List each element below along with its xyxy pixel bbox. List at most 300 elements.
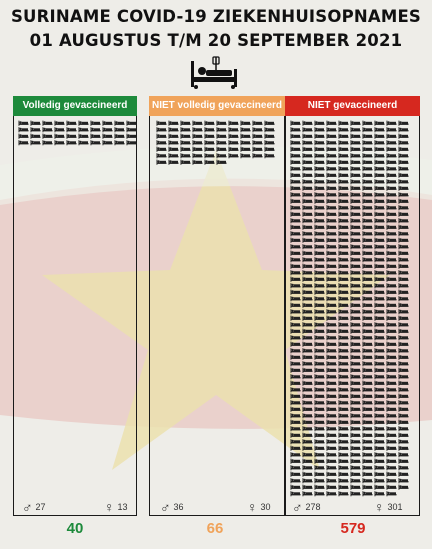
patient-icon: [315, 173, 325, 178]
patient-icon: [315, 400, 325, 405]
patient-icon: [339, 179, 349, 184]
patient-icon: [303, 491, 313, 496]
patient-icon: [303, 433, 313, 438]
patient-icon: [315, 465, 325, 470]
male-count-partial: ♂ 36: [160, 499, 184, 515]
patient-icon: [291, 485, 301, 490]
patient-icon: [339, 355, 349, 360]
patient-icon: [363, 153, 373, 158]
male-symbol-icon: ♂: [160, 499, 171, 515]
patient-icon: [291, 147, 301, 152]
patient-icon: [303, 316, 313, 321]
patient-icon: [315, 478, 325, 483]
patient-icon: [303, 231, 313, 236]
patient-icon: [363, 472, 373, 477]
patient-icon: [327, 368, 337, 373]
patient-icon: [375, 491, 385, 496]
patient-icon: [351, 368, 361, 373]
patient-icon: [363, 277, 373, 282]
patient-icon: [303, 212, 313, 217]
patient-icon: [339, 394, 349, 399]
patient-icon: [55, 121, 65, 126]
patient-icon: [315, 121, 325, 126]
patient-icon: [315, 270, 325, 275]
patient-icon: [291, 244, 301, 249]
patient-icon: [241, 121, 251, 126]
patient-icon: [103, 121, 113, 126]
patient-icon: [327, 205, 337, 210]
patient-icon: [399, 127, 409, 132]
patient-icon: [375, 257, 385, 262]
patient-icon: [291, 426, 301, 431]
patient-icon: [315, 309, 325, 314]
patient-icon: [303, 322, 313, 327]
female-count-vaccinated: ♀ 13: [104, 499, 128, 515]
patient-icon: [157, 147, 167, 152]
patient-icon: [291, 472, 301, 477]
patient-icon: [291, 452, 301, 457]
patient-icon: [31, 140, 41, 145]
patient-icon: [339, 186, 349, 191]
patient-icon: [315, 296, 325, 301]
patient-icon: [375, 290, 385, 295]
patient-icon: [327, 348, 337, 353]
patient-icon: [387, 192, 397, 197]
title-line-2: 01 AUGUSTUS T/M 20 SEPTEMBER 2021: [29, 31, 403, 50]
patient-icon: [375, 446, 385, 451]
patient-icon: [363, 355, 373, 360]
patient-icon: [67, 140, 77, 145]
patient-icon: [339, 173, 349, 178]
patient-icon: [339, 472, 349, 477]
patient-icon: [55, 134, 65, 139]
patient-icon: [115, 134, 125, 139]
patient-icon: [339, 439, 349, 444]
patient-icon: [339, 192, 349, 197]
patient-icon: [387, 186, 397, 191]
patient-icon: [181, 153, 191, 158]
patient-icon: [351, 478, 361, 483]
patient-icon-grid: [156, 120, 276, 166]
patient-icon: [399, 329, 409, 334]
patient-icon: [79, 140, 89, 145]
patient-icon: [339, 459, 349, 464]
patient-icon: [375, 134, 385, 139]
male-count-unvaccinated: ♂ 278: [292, 499, 321, 515]
patient-icon: [291, 127, 301, 132]
patient-icon: [291, 459, 301, 464]
patient-icon: [339, 251, 349, 256]
patient-icon: [351, 231, 361, 236]
patient-icon: [375, 452, 385, 457]
patient-icon: [375, 355, 385, 360]
patient-icon: [327, 251, 337, 256]
patient-icon: [387, 296, 397, 301]
patient-icon: [327, 407, 337, 412]
patient-icon: [375, 160, 385, 165]
patient-icon: [351, 446, 361, 451]
patient-icon: [315, 153, 325, 158]
patient-icon: [327, 212, 337, 217]
patient-icon: [327, 478, 337, 483]
patient-icon: [327, 400, 337, 405]
patient-icon: [375, 439, 385, 444]
patient-icon: [387, 465, 397, 470]
patient-icon: [363, 283, 373, 288]
patient-icon: [363, 225, 373, 230]
patient-icon: [399, 225, 409, 230]
patient-icon: [339, 446, 349, 451]
patient-icon: [339, 348, 349, 353]
patient-icon: [303, 459, 313, 464]
patient-icon: [193, 160, 203, 165]
patient-icon: [67, 127, 77, 132]
patient-icon: [387, 283, 397, 288]
patient-icon: [387, 179, 397, 184]
patient-icon: [315, 257, 325, 262]
patient-icon: [31, 121, 41, 126]
patient-icon: [315, 335, 325, 340]
patient-icon: [327, 121, 337, 126]
patient-icon: [363, 342, 373, 347]
patient-icon: [375, 407, 385, 412]
patient-icon: [315, 426, 325, 431]
patient-icon: [375, 296, 385, 301]
patient-icon: [291, 251, 301, 256]
patient-icon: [351, 459, 361, 464]
patient-icon: [387, 303, 397, 308]
patient-icon: [351, 192, 361, 197]
patient-icon: [303, 374, 313, 379]
patient-icon: [399, 153, 409, 158]
patient-icon: [303, 355, 313, 360]
patient-icon: [315, 316, 325, 321]
patient-icon: [363, 407, 373, 412]
patient-icon: [303, 478, 313, 483]
patient-icon: [303, 277, 313, 282]
patient-icon: [387, 244, 397, 249]
patient-icon: [375, 368, 385, 373]
patient-icon: [291, 134, 301, 139]
patient-icon: [291, 465, 301, 470]
patient-icon: [387, 381, 397, 386]
patient-icon: [339, 452, 349, 457]
patient-icon: [291, 283, 301, 288]
patient-icon: [351, 329, 361, 334]
patient-icon: [399, 426, 409, 431]
patient-icon: [399, 205, 409, 210]
patient-icon: [339, 218, 349, 223]
patient-icon: [265, 121, 275, 126]
patient-icon: [303, 251, 313, 256]
patient-icon: [387, 459, 397, 464]
patient-icon: [363, 127, 373, 132]
patient-icon: [315, 407, 325, 412]
patient-icon: [217, 134, 227, 139]
patient-icon: [363, 452, 373, 457]
patient-icon: [315, 283, 325, 288]
patient-icon: [351, 381, 361, 386]
patient-icon: [339, 420, 349, 425]
patient-icon: [399, 348, 409, 353]
patient-icon: [375, 303, 385, 308]
patient-icon: [387, 374, 397, 379]
patient-icon: [253, 153, 263, 158]
patient-icon: [375, 147, 385, 152]
patient-icon: [339, 283, 349, 288]
patient-icon: [351, 348, 361, 353]
title-line-1: SURINAME COVID-19 ZIEKENHUISOPNAMES: [10, 7, 422, 26]
patient-icon: [363, 199, 373, 204]
patient-icon: [291, 290, 301, 295]
patient-icon: [315, 348, 325, 353]
patient-icon: [91, 127, 101, 132]
patient-icon: [291, 270, 301, 275]
patient-icon: [387, 140, 397, 145]
patient-icon: [351, 218, 361, 223]
patient-icon: [399, 173, 409, 178]
patient-icon: [291, 342, 301, 347]
patient-icon: [399, 121, 409, 126]
patient-icon: [399, 309, 409, 314]
patient-icon: [351, 296, 361, 301]
patient-icon: [351, 283, 361, 288]
patient-icon: [387, 257, 397, 262]
patient-icon: [303, 446, 313, 451]
patient-icon: [291, 192, 301, 197]
patient-icon: [339, 478, 349, 483]
patient-icon: [91, 134, 101, 139]
patient-icon: [375, 153, 385, 158]
patient-icon: [31, 134, 41, 139]
patient-icon: [375, 218, 385, 223]
patient-icon: [327, 166, 337, 171]
patient-icon: [363, 335, 373, 340]
patient-icon: [315, 381, 325, 386]
patient-icon: [217, 147, 227, 152]
patient-icon: [375, 361, 385, 366]
patient-icon: [169, 121, 179, 126]
patient-icon: [303, 225, 313, 230]
patient-icon: [193, 121, 203, 126]
patient-icon: [205, 121, 215, 126]
patient-icon: [399, 394, 409, 399]
patient-icon: [363, 368, 373, 373]
patient-icon: [351, 420, 361, 425]
patient-icon: [193, 127, 203, 132]
patient-icon: [351, 160, 361, 165]
patient-icon: [303, 329, 313, 334]
patient-icon: [339, 368, 349, 373]
patient-icon: [339, 212, 349, 217]
patient-icon: [315, 368, 325, 373]
patient-icon: [327, 186, 337, 191]
patient-icon: [315, 452, 325, 457]
patient-icon: [303, 452, 313, 457]
patient-icon: [303, 342, 313, 347]
patient-icon: [327, 374, 337, 379]
patient-icon: [363, 322, 373, 327]
patient-icon: [205, 153, 215, 158]
patient-icon: [291, 257, 301, 262]
patient-icon: [375, 329, 385, 334]
patient-icon: [375, 420, 385, 425]
patient-icon: [387, 342, 397, 347]
patient-icon: [315, 160, 325, 165]
patient-icon: [339, 296, 349, 301]
patient-icon: [375, 127, 385, 132]
patient-icon: [303, 303, 313, 308]
patient-icon: [339, 199, 349, 204]
patient-icon: [399, 283, 409, 288]
patient-icon: [363, 348, 373, 353]
patient-icon: [91, 140, 101, 145]
patient-icon: [291, 205, 301, 210]
patient-icon: [315, 329, 325, 334]
patient-icon: [363, 192, 373, 197]
patient-icon: [327, 290, 337, 295]
patient-icon: [303, 147, 313, 152]
patient-icon: [339, 381, 349, 386]
patient-icon: [399, 290, 409, 295]
patient-icon: [399, 459, 409, 464]
patient-icon: [327, 459, 337, 464]
patient-icon: [339, 342, 349, 347]
patient-icon: [291, 264, 301, 269]
patient-icon: [303, 205, 313, 210]
patient-icon: [375, 251, 385, 256]
patient-icon: [315, 413, 325, 418]
patient-icon: [375, 173, 385, 178]
patient-icon: [181, 127, 191, 132]
patient-icon: [339, 127, 349, 132]
patient-icon: [291, 387, 301, 392]
patient-icon: [303, 426, 313, 431]
patient-icon: [339, 205, 349, 210]
patient-icon: [327, 446, 337, 451]
patient-icon: [291, 407, 301, 412]
patient-icon: [291, 335, 301, 340]
patient-icon: [315, 303, 325, 308]
patient-icon: [79, 121, 89, 126]
patient-icon: [205, 127, 215, 132]
patient-icon: [291, 348, 301, 353]
patient-icon: [303, 348, 313, 353]
patient-icon: [253, 127, 263, 132]
patient-icon: [265, 147, 275, 152]
patient-icon: [399, 186, 409, 191]
patient-icon: [327, 277, 337, 282]
patient-icon: [327, 491, 337, 496]
patient-icon: [205, 147, 215, 152]
patient-icon: [327, 472, 337, 477]
patient-icon: [339, 387, 349, 392]
patient-icon: [351, 225, 361, 230]
patient-icon: [217, 160, 227, 165]
patient-icon: [327, 485, 337, 490]
patient-icon: [103, 140, 113, 145]
patient-icon: [351, 270, 361, 275]
patient-icon: [339, 270, 349, 275]
patient-icon: [265, 153, 275, 158]
patient-icon: [387, 420, 397, 425]
patient-icon: [375, 283, 385, 288]
patient-icon: [339, 316, 349, 321]
patient-icon: [303, 485, 313, 490]
patient-icon: [327, 160, 337, 165]
patient-icon: [291, 303, 301, 308]
patient-icon: [303, 166, 313, 171]
patient-icon: [157, 140, 167, 145]
patient-icon: [339, 160, 349, 165]
patient-icon: [291, 355, 301, 360]
patient-icon-grid: [18, 120, 138, 146]
patient-icon: [79, 134, 89, 139]
patient-icon: [363, 426, 373, 431]
patient-icon: [399, 407, 409, 412]
patient-icon: [375, 264, 385, 269]
patient-icon: [291, 413, 301, 418]
patient-icon: [387, 485, 397, 490]
patient-icon: [339, 407, 349, 412]
patient-icon: [363, 413, 373, 418]
patient-icon: [339, 322, 349, 327]
patient-icon: [169, 127, 179, 132]
patient-icon: [315, 387, 325, 392]
patient-icon: [351, 309, 361, 314]
patient-icon: [291, 296, 301, 301]
patient-icon: [291, 446, 301, 451]
patient-icon: [399, 400, 409, 405]
patient-icon: [229, 134, 239, 139]
patient-icon: [351, 303, 361, 308]
patient-icon: [387, 426, 397, 431]
patient-icon: [363, 173, 373, 178]
patient-icon: [327, 264, 337, 269]
patient-icon: [399, 361, 409, 366]
patient-icon: [291, 186, 301, 191]
patient-icon: [115, 140, 125, 145]
patient-icon: [181, 140, 191, 145]
patient-icon: [387, 446, 397, 451]
patient-icon: [291, 140, 301, 145]
patient-icon: [387, 394, 397, 399]
patient-icon: [375, 400, 385, 405]
patient-icon: [399, 264, 409, 269]
patient-icon: [351, 199, 361, 204]
patient-icon: [399, 199, 409, 204]
patient-icon: [387, 322, 397, 327]
patient-icon: [291, 218, 301, 223]
patient-icon: [387, 218, 397, 223]
patient-icon: [399, 433, 409, 438]
patient-icon: [399, 140, 409, 145]
patient-icon: [387, 212, 397, 217]
patient-icon: [387, 472, 397, 477]
patient-icon: [339, 413, 349, 418]
patient-icon: [327, 316, 337, 321]
patient-icon: [327, 322, 337, 327]
patient-icon: [399, 244, 409, 249]
patient-icon: [115, 121, 125, 126]
patient-icon: [91, 121, 101, 126]
patient-icon: [375, 121, 385, 126]
patient-icon: [363, 374, 373, 379]
patient-icon: [169, 160, 179, 165]
patient-icon: [315, 134, 325, 139]
patient-icon: [303, 439, 313, 444]
patient-icon: [327, 153, 337, 158]
